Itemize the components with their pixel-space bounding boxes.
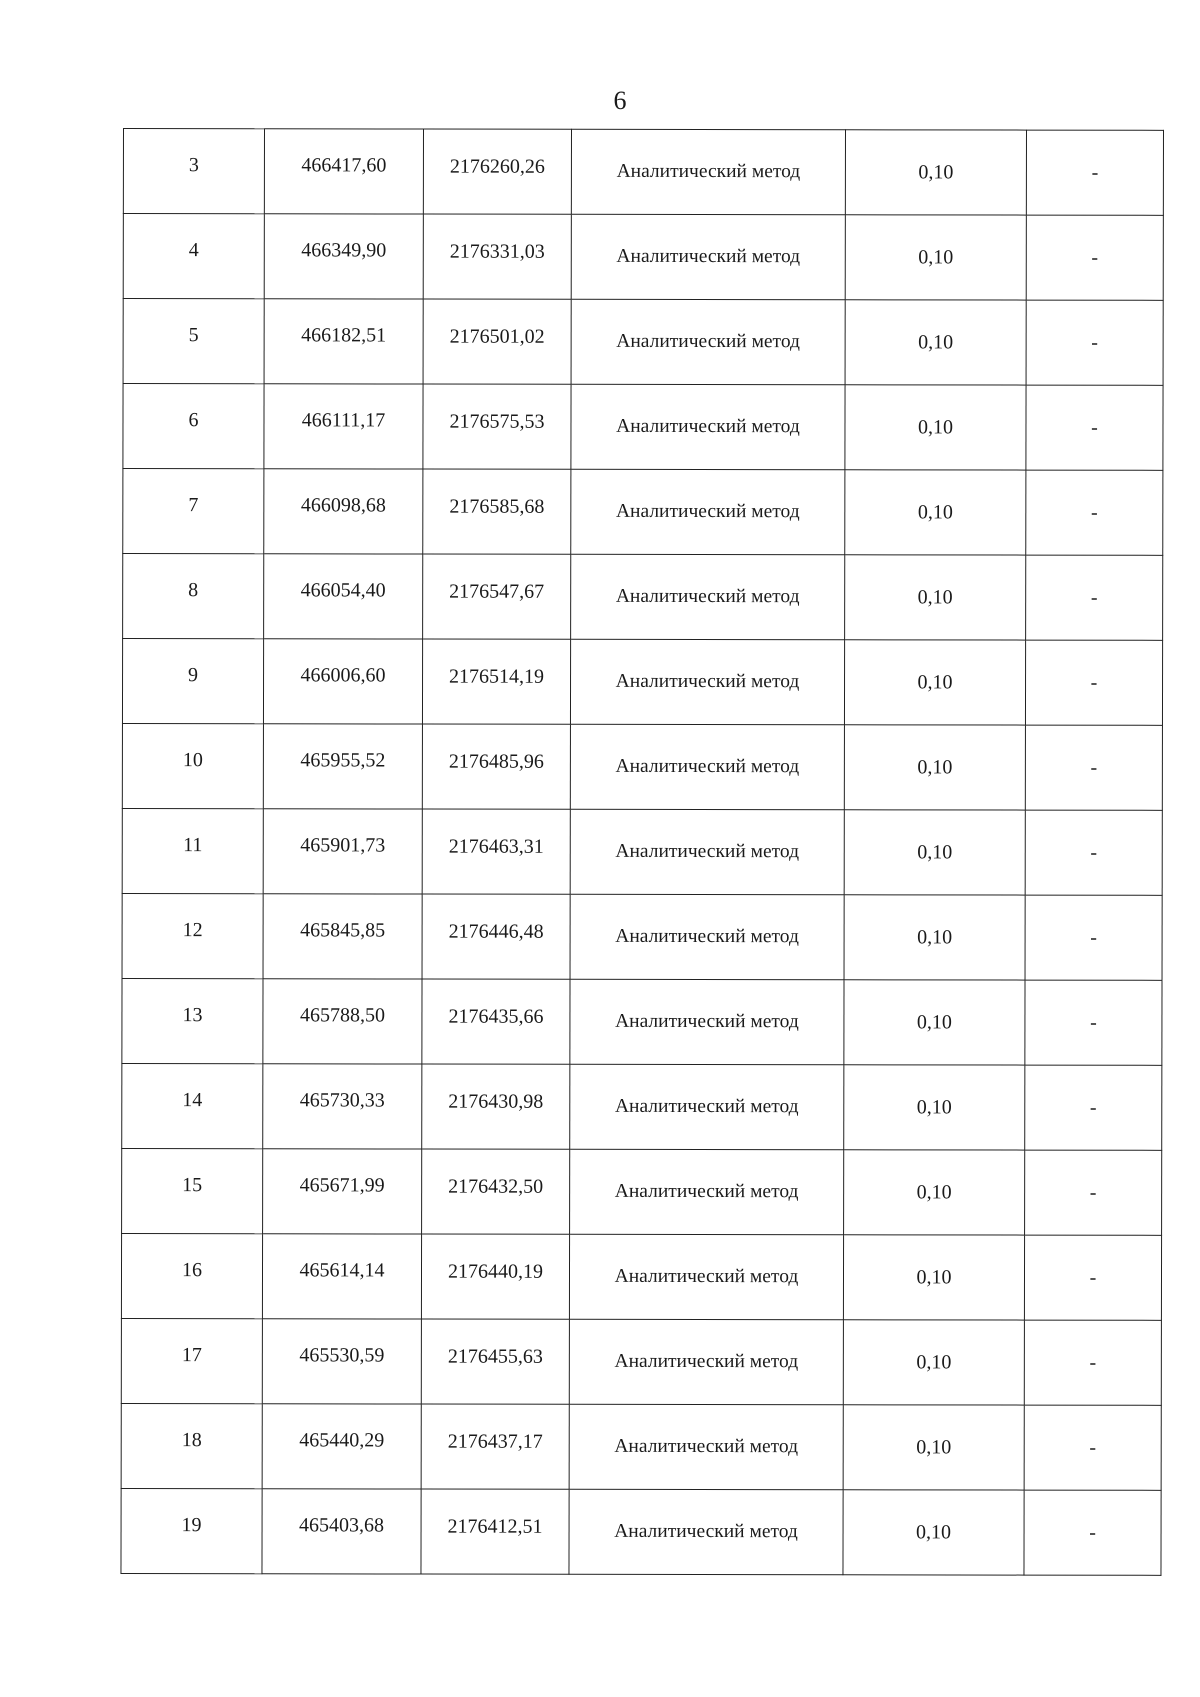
table-row bbox=[122, 808, 1162, 895]
table-row bbox=[123, 469, 1163, 556]
page-number: 6 bbox=[613, 86, 627, 115]
table-row bbox=[121, 1318, 1161, 1405]
method-cell: Аналитический метод bbox=[570, 639, 844, 724]
note-cell: - bbox=[1025, 810, 1162, 895]
accuracy-cell: 0,10 bbox=[844, 725, 1025, 810]
x-coordinate-cell: 466111,17 bbox=[264, 384, 423, 469]
point-number-cell: 11 bbox=[122, 808, 263, 893]
accuracy-cell: 0,10 bbox=[843, 1490, 1024, 1575]
x-coordinate-cell: 465403,68 bbox=[262, 1489, 421, 1574]
table-row bbox=[121, 1233, 1161, 1320]
point-number-cell: 3 bbox=[123, 129, 264, 214]
y-coordinate-cell: 2176547,67 bbox=[423, 554, 571, 639]
x-coordinate-cell: 465788,50 bbox=[263, 979, 422, 1064]
x-coordinate-cell: 465614,14 bbox=[262, 1234, 421, 1319]
point-number-cell: 6 bbox=[123, 384, 264, 469]
point-number-cell: 15 bbox=[122, 1148, 263, 1233]
method-cell: Аналитический метод bbox=[570, 724, 844, 809]
accuracy-cell: 0,10 bbox=[845, 385, 1026, 470]
y-coordinate-cell: 2176501,02 bbox=[423, 299, 571, 384]
table-row bbox=[121, 1403, 1161, 1490]
table-row bbox=[122, 893, 1162, 980]
table-row bbox=[123, 214, 1163, 301]
method-cell: Аналитический метод bbox=[571, 469, 845, 554]
table-row bbox=[122, 978, 1162, 1065]
point-number-cell: 14 bbox=[122, 1063, 263, 1148]
note-cell: - bbox=[1026, 555, 1163, 640]
x-coordinate-cell: 465671,99 bbox=[263, 1149, 422, 1234]
accuracy-cell: 0,10 bbox=[844, 895, 1025, 980]
point-number-cell: 9 bbox=[122, 639, 263, 724]
method-cell: Аналитический метод bbox=[571, 554, 845, 639]
note-cell: - bbox=[1026, 130, 1163, 215]
point-number-cell: 12 bbox=[122, 893, 263, 978]
x-coordinate-cell: 466006,60 bbox=[263, 639, 422, 724]
y-coordinate-cell: 2176514,19 bbox=[422, 639, 570, 724]
method-cell: Аналитический метод bbox=[569, 1489, 843, 1574]
point-number-cell: 8 bbox=[123, 554, 264, 639]
x-coordinate-cell: 466349,90 bbox=[264, 214, 423, 299]
method-cell: Аналитический метод bbox=[570, 894, 844, 979]
note-cell: - bbox=[1025, 895, 1162, 980]
accuracy-cell: 0,10 bbox=[843, 1320, 1024, 1405]
accuracy-cell: 0,10 bbox=[845, 470, 1026, 555]
accuracy-cell: 0,10 bbox=[845, 300, 1026, 385]
y-coordinate-cell: 2176412,51 bbox=[421, 1489, 569, 1574]
accuracy-cell: 0,10 bbox=[845, 215, 1026, 300]
x-coordinate-cell: 466417,60 bbox=[264, 129, 423, 214]
table-row bbox=[121, 1488, 1161, 1575]
note-cell: - bbox=[1026, 215, 1163, 300]
y-coordinate-cell: 2176440,19 bbox=[421, 1234, 569, 1319]
table-body bbox=[121, 129, 1164, 1576]
y-coordinate-cell: 2176260,26 bbox=[423, 129, 571, 214]
note-cell: - bbox=[1025, 1150, 1162, 1235]
y-coordinate-cell: 2176437,17 bbox=[421, 1404, 569, 1489]
coordinates-table bbox=[120, 128, 1164, 1576]
accuracy-cell: 0,10 bbox=[843, 1405, 1024, 1490]
note-cell: - bbox=[1025, 980, 1162, 1065]
method-cell: Аналитический метод bbox=[569, 1404, 843, 1489]
x-coordinate-cell: 465901,73 bbox=[263, 809, 422, 894]
y-coordinate-cell: 2176455,63 bbox=[421, 1319, 569, 1404]
y-coordinate-cell: 2176432,50 bbox=[422, 1149, 570, 1234]
point-number-cell: 5 bbox=[123, 299, 264, 384]
note-cell: - bbox=[1024, 1405, 1161, 1490]
y-coordinate-cell: 2176585,68 bbox=[423, 469, 571, 554]
method-cell: Аналитический метод bbox=[570, 979, 844, 1064]
x-coordinate-cell: 465440,29 bbox=[262, 1404, 421, 1489]
method-cell: Аналитический метод bbox=[571, 384, 845, 469]
point-number-cell: 13 bbox=[122, 978, 263, 1063]
method-cell: Аналитический метод bbox=[571, 214, 845, 299]
x-coordinate-cell: 465955,52 bbox=[263, 724, 422, 809]
table-row bbox=[122, 1063, 1162, 1150]
method-cell: Аналитический метод bbox=[570, 1149, 844, 1234]
note-cell: - bbox=[1024, 1490, 1161, 1575]
note-cell: - bbox=[1024, 1320, 1161, 1405]
method-cell: Аналитический метод bbox=[571, 129, 845, 214]
accuracy-cell: 0,10 bbox=[843, 1235, 1024, 1320]
y-coordinate-cell: 2176435,66 bbox=[422, 979, 570, 1064]
point-number-cell: 10 bbox=[122, 723, 263, 808]
note-cell: - bbox=[1026, 470, 1163, 555]
point-number-cell: 17 bbox=[121, 1318, 262, 1403]
y-coordinate-cell: 2176331,03 bbox=[423, 214, 571, 299]
note-cell: - bbox=[1025, 640, 1162, 725]
table-row bbox=[123, 554, 1163, 641]
method-cell: Аналитический метод bbox=[569, 1234, 843, 1319]
table-row bbox=[122, 723, 1162, 810]
method-cell: Аналитический метод bbox=[569, 1319, 843, 1404]
method-cell: Аналитический метод bbox=[570, 809, 844, 894]
accuracy-cell: 0,10 bbox=[844, 1065, 1025, 1150]
accuracy-cell: 0,10 bbox=[845, 130, 1026, 215]
accuracy-cell: 0,10 bbox=[845, 555, 1026, 640]
table-row bbox=[123, 384, 1163, 471]
point-number-cell: 16 bbox=[121, 1233, 262, 1318]
note-cell: - bbox=[1024, 1235, 1161, 1320]
accuracy-cell: 0,10 bbox=[844, 1150, 1025, 1235]
method-cell: Аналитический метод bbox=[570, 1064, 844, 1149]
y-coordinate-cell: 2176575,53 bbox=[423, 384, 571, 469]
table-row bbox=[123, 129, 1163, 216]
x-coordinate-cell: 466182,51 bbox=[264, 299, 423, 384]
y-coordinate-cell: 2176463,31 bbox=[422, 809, 570, 894]
note-cell: - bbox=[1026, 385, 1163, 470]
accuracy-cell: 0,10 bbox=[844, 810, 1025, 895]
y-coordinate-cell: 2176430,98 bbox=[422, 1064, 570, 1149]
y-coordinate-cell: 2176485,96 bbox=[422, 724, 570, 809]
point-number-cell: 7 bbox=[123, 469, 264, 554]
point-number-cell: 18 bbox=[121, 1403, 262, 1488]
accuracy-cell: 0,10 bbox=[844, 640, 1025, 725]
method-cell: Аналитический метод bbox=[571, 299, 845, 384]
table-row bbox=[123, 299, 1163, 386]
x-coordinate-cell: 466098,68 bbox=[264, 469, 423, 554]
table-row bbox=[122, 639, 1162, 726]
x-coordinate-cell: 465730,33 bbox=[263, 1064, 422, 1149]
x-coordinate-cell: 466054,40 bbox=[264, 554, 423, 639]
point-number-cell: 19 bbox=[121, 1488, 262, 1573]
note-cell: - bbox=[1025, 1065, 1162, 1150]
y-coordinate-cell: 2176446,48 bbox=[422, 894, 570, 979]
x-coordinate-cell: 465845,85 bbox=[263, 894, 422, 979]
note-cell: - bbox=[1025, 725, 1162, 810]
table-row bbox=[122, 1148, 1162, 1235]
point-number-cell: 4 bbox=[123, 214, 264, 299]
note-cell: - bbox=[1026, 300, 1163, 385]
accuracy-cell: 0,10 bbox=[844, 980, 1025, 1065]
x-coordinate-cell: 465530,59 bbox=[262, 1319, 421, 1404]
